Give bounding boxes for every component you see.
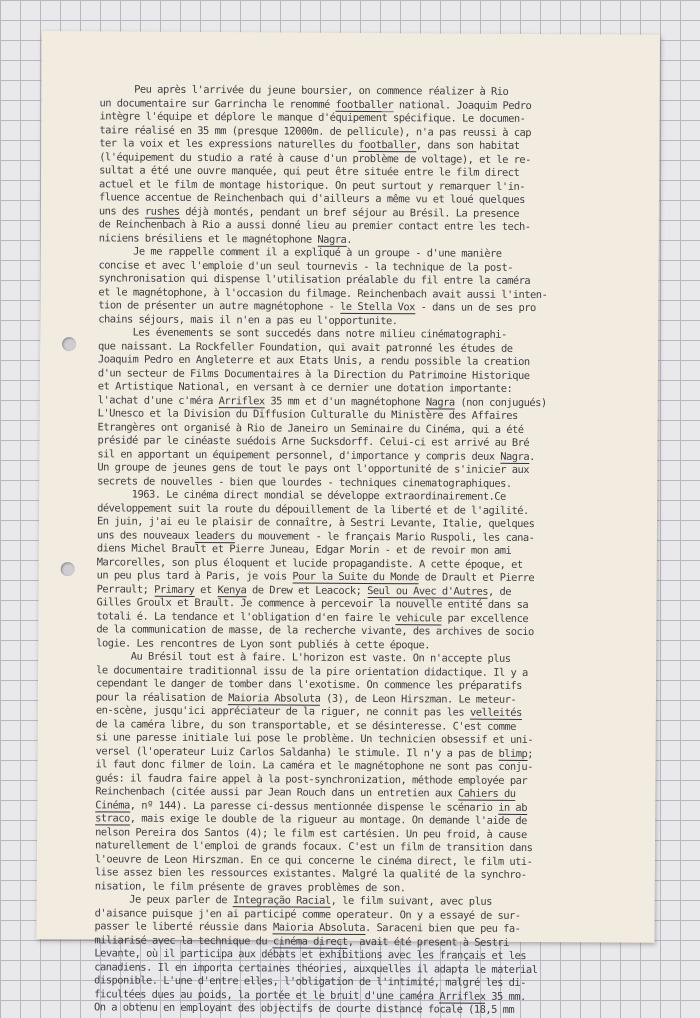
text-run: l'achat d'une c'méra [97, 393, 219, 407]
text-run: développement suit la route du dépouillement de la liberté et de l'agilité. [97, 501, 529, 517]
text-run: totali é. La tendance et l'obligation d'en faire le [96, 609, 396, 624]
underlined-text: Seul ou Avec d'Autres [367, 584, 489, 598]
text-run: logie. Les rencontres de Lyon sont publiés à cette époque. [96, 636, 431, 651]
text-run: . [529, 450, 535, 463]
text-run: canadiens. Il en importa certaines théories, auxquelles il adapta le material [94, 960, 538, 976]
text-run: lise assez bien les ressources existantes. Malgré la qualité de la synchro- [94, 866, 527, 881]
text-run: sil en apportant un équipement personnel, d'importance y compris deux [97, 447, 501, 463]
underlined-text: Integração Racial [232, 894, 331, 907]
text-run: tion de présenter un autre magnétophone - [98, 299, 341, 313]
typewritten-page [36, 31, 660, 1016]
text-run: synchronisation qui dispense l'utilisation préalable du fil entre la caméra [98, 272, 531, 287]
text-run: gués: il faudra faire appel à la post-synchronization, méthode employée par [95, 771, 528, 787]
text-run: d'un secteur de Films Documentaires à la Direction du Patrimoine Historique [97, 366, 530, 382]
text-run: et Artistique National, en versant à ce dernier une dotation importante: [97, 380, 513, 395]
text-run: un peu plus tard à Paris, je vois [96, 569, 293, 583]
text-run: ; [527, 747, 534, 760]
text-run: uns des [98, 204, 145, 218]
text-run: Je peux parler de [94, 893, 233, 907]
underlined-text: vehicule [395, 611, 442, 624]
text-run: uns des nouveaux [96, 528, 195, 542]
underlined-text: in ab [498, 801, 528, 814]
text-run: , avait été present à Sestri [347, 935, 509, 949]
text-run: Reinchenbach (citée aussi par Jean Rouch dans un entretien aux [95, 785, 458, 800]
underlined-text: blimp [498, 747, 528, 760]
text-run: versel (l'operateur Luiz Carlos Saldanha) le stimule. Il n'y a pas de [95, 744, 499, 760]
text-run: pour la réalisation de [95, 690, 229, 704]
page-body-text [94, 83, 690, 1018]
underlined-text: Maioria Absoluta [272, 921, 366, 934]
text-run: . Saraceni bien que peu fa- [365, 921, 521, 935]
binder-hole [61, 562, 75, 576]
text-run: que naissant. La Rockfeller Foundation, qui avait patronné les études de [98, 339, 513, 355]
text-run: ficultées dues au poids, la portée et le bruit d'une caméra [94, 987, 440, 1002]
text-run: déjà montés, pendant un bref séjour au Brésil. La presence [179, 205, 520, 220]
text-run: Peu après l'arrivée du jeune boursier, on commence réalizer à Rio [99, 83, 509, 98]
text-run: , mais exige le double de la rigueur au montage. On demande l'aide de [129, 812, 527, 827]
underlined-text: velleités [469, 706, 522, 719]
text-run: (l'équipement du studio a raté à cause d'un problème de voltage), et le re- [99, 150, 531, 166]
text-run: (non conjugués) [454, 396, 547, 409]
text-run: par excellence [441, 611, 529, 625]
text-run: Gilles Groulx et Brault. Je commence à percevoir la nouvelle entité dans sa [96, 596, 529, 611]
text-run: secrets de nouvelles - bien que lourdes - techniques cinematographiques. [97, 474, 512, 490]
text-run: national. Joaquim Pedro [393, 98, 532, 112]
text-run: chains séjours, mais il n'en a pas eu l'opportunite. [98, 312, 398, 327]
underlined-text: Maioria Absoluta [228, 691, 321, 705]
underlined-text: Arriflex [218, 394, 265, 407]
text-run: L'Unesco et la Division du Diffusion Culturalle du Ministère des Affaires [97, 407, 518, 422]
text-run: passer le liberté réussie dans [94, 920, 274, 934]
text-run: et le magnétophone, à l'occasion du filmage. Reinchenbach avait aussi l'inten- [98, 285, 548, 301]
underlined-text: le Stella Vox [340, 300, 415, 314]
text-run: le documentaire traditionnal issu de la pire orientation didactique. Il y a [96, 663, 528, 679]
text-run: 1963. Le cinéma direct mondial se développe extraordinairement.Ce [97, 488, 506, 503]
text-run: de Drault et Pierre [418, 571, 535, 585]
paragraph [95, 650, 686, 897]
paragraph [99, 83, 690, 249]
text-run: Levante, où il participa aux débats et exhibitions avec les français et les [94, 947, 527, 962]
underlined-text: Kenya [217, 583, 247, 596]
text-run: 35 mm. [485, 990, 526, 1003]
text-run: Au Brésil tout est à faire. L'horizon est vaste. On n'accepte plus [96, 650, 511, 665]
underlined-text: Primary [154, 583, 195, 596]
paragraph [97, 326, 688, 492]
text-run: il faut donc filmer de loin. La caméra et le magnétophone ne sont pas conju- [95, 758, 533, 774]
text-run: si une paresse initiale lui pose le problème. Un technicien obsessif et uni- [95, 731, 534, 747]
text-run: un documentaire sur Garrincha le renommé [99, 96, 336, 111]
text-run: nelson Pereira dos Santos (4); le film est cartésien. Un peu froid, à cause [95, 825, 527, 841]
underlined-text: Cahiers du [457, 787, 516, 800]
text-run: (3), de Leon Hirszman. Le meteur- [320, 692, 517, 706]
text-run: du mouvement - le français Mario Ruspoli, les cana- [235, 529, 535, 544]
text-run: de Drew et Leacock; [246, 583, 368, 597]
text-run: Etrangères ont organisé à Rio de Janeiro un Seminaire du Cinéma, qui a été [97, 420, 524, 436]
text-run: , le film suivant, avec plus [330, 894, 492, 908]
text-run: On a obtenu en employant des objectifs de courte distance focale (18,5 mm [94, 1001, 515, 1016]
paragraph [96, 488, 687, 654]
underlined-text: cinéma direct [272, 934, 348, 948]
text-run: Joaquim Pedro en Angleterre et aux Etats Unis, a rendu possible la creation [97, 353, 530, 368]
underlined-text: Nagra [317, 233, 347, 246]
text-run: actuel et le film de montage historique. On peut surtout y remarquer l'in- [99, 177, 526, 193]
text-run: et [194, 583, 218, 596]
text-run: , nº 144). La paresse ci-dessus mentionnée dispense le scénario [129, 799, 499, 814]
text-run: diens Michel Brault et Pierre Juneau, Edgar Morin - et de revoir mon ami [96, 542, 512, 557]
underlined-text: Pour la Suite du Monde [292, 570, 420, 584]
underlined-text: Cinéma [95, 798, 130, 812]
text-run: , dans son habitat [415, 139, 520, 152]
text-run: de la caméra libre, du son transportable, et se désinteresse. C'est comme [95, 717, 516, 733]
text-run: concise et avec l'emploie d'un seul tournevis - la technique de la post- [98, 258, 514, 274]
paragraph [94, 893, 685, 1018]
text-run: Les évenements se sont succedés dans notre milieu cinématographi- [98, 326, 507, 341]
text-run: Marcorelles, son plus éloquent et lucide propagandiste. A cette époque, et [96, 555, 523, 571]
text-run: de Reinchenbach à Rio a aussi donné lieu au premier contact entre les tech- [98, 218, 531, 233]
text-run: disponible. L'une d'entre elles, l'obligation de l'intimité, malgré les di- [94, 974, 526, 989]
text-run: sultat a été une ouvre manquée, qui peut être située entre le film direct [99, 164, 520, 179]
text-run: cependant le danger de tomber dans l'exotisme. On commence les préparatifs [95, 677, 522, 692]
text-run: Perrault; [96, 582, 155, 596]
text-run: Un groupe de jeunes gens de tout le pays ont l'opportunité de s'inicier aux [97, 461, 530, 476]
text-run: en-scène, jusqu'ici appréciateur de la riguer, ne connit pas les [95, 704, 471, 719]
text-run: - dans un de ses pro [414, 301, 536, 315]
text-run: . [346, 233, 353, 246]
underlined-text: Nagra [425, 395, 455, 409]
text-run: fluence accentue de Reinchenbach qui d'ailleurs a même vu et loué quelques [98, 191, 525, 206]
text-run: nisation, le film présente de graves problèmes de son. [94, 879, 406, 894]
text-run: de la communication de masse, de la recherche vivante, des archives de socio [96, 623, 534, 639]
paragraph [98, 245, 688, 330]
underlined-text: Arriflex [439, 989, 486, 1003]
text-run: l'oeuvre de Leon Hirszman. En ce qui concerne le cinéma direct, le film uti- [94, 852, 533, 868]
underlined-text: footballer [358, 138, 416, 152]
text-run: miliarisé avec la technique du [94, 933, 273, 947]
text-run: ter la voix et les expressions naturelles du [99, 137, 359, 151]
text-run: niciens brésiliens et le magnétophone [98, 231, 318, 246]
underlined-text: leaders [194, 529, 236, 542]
binder-hole [62, 337, 76, 351]
text-run: présidé par le cinéaste suédois Arne Sucksdorff. Celui-ci est arrivé au Bré [97, 434, 530, 449]
text-run: naturellement de l'emploi de grands focaux. C'est un film de transition dans [94, 839, 533, 855]
text-run: 35 mm et d'un magnétophone [264, 394, 426, 408]
text-run: Je me rappelle comment il a expliqué à un groupe - d'une manière [98, 245, 502, 260]
underlined-text: Nagra [500, 450, 530, 463]
text-run: d'aisance puisque j'en ai participé comme operateur. On y a essayé de sur- [94, 906, 521, 922]
text-run: En juin, j'ai eu le plaisir de connaître, à Sestri Levante, Italie, quelques [96, 515, 535, 531]
underlined-text: footballer [335, 98, 394, 111]
text-line [94, 1001, 684, 1018]
text-run: intègre l'équipe et déplore le manque d'équipement spécifique. Le documen- [99, 110, 526, 125]
text-run: taire réalisé en 35 mm (presque 12000m. de pellicule), n'a pas reussi à cap [99, 123, 532, 139]
underlined-text: straco [95, 812, 130, 825]
text-run: , de [487, 585, 512, 598]
underlined-text: rushes [144, 205, 180, 218]
